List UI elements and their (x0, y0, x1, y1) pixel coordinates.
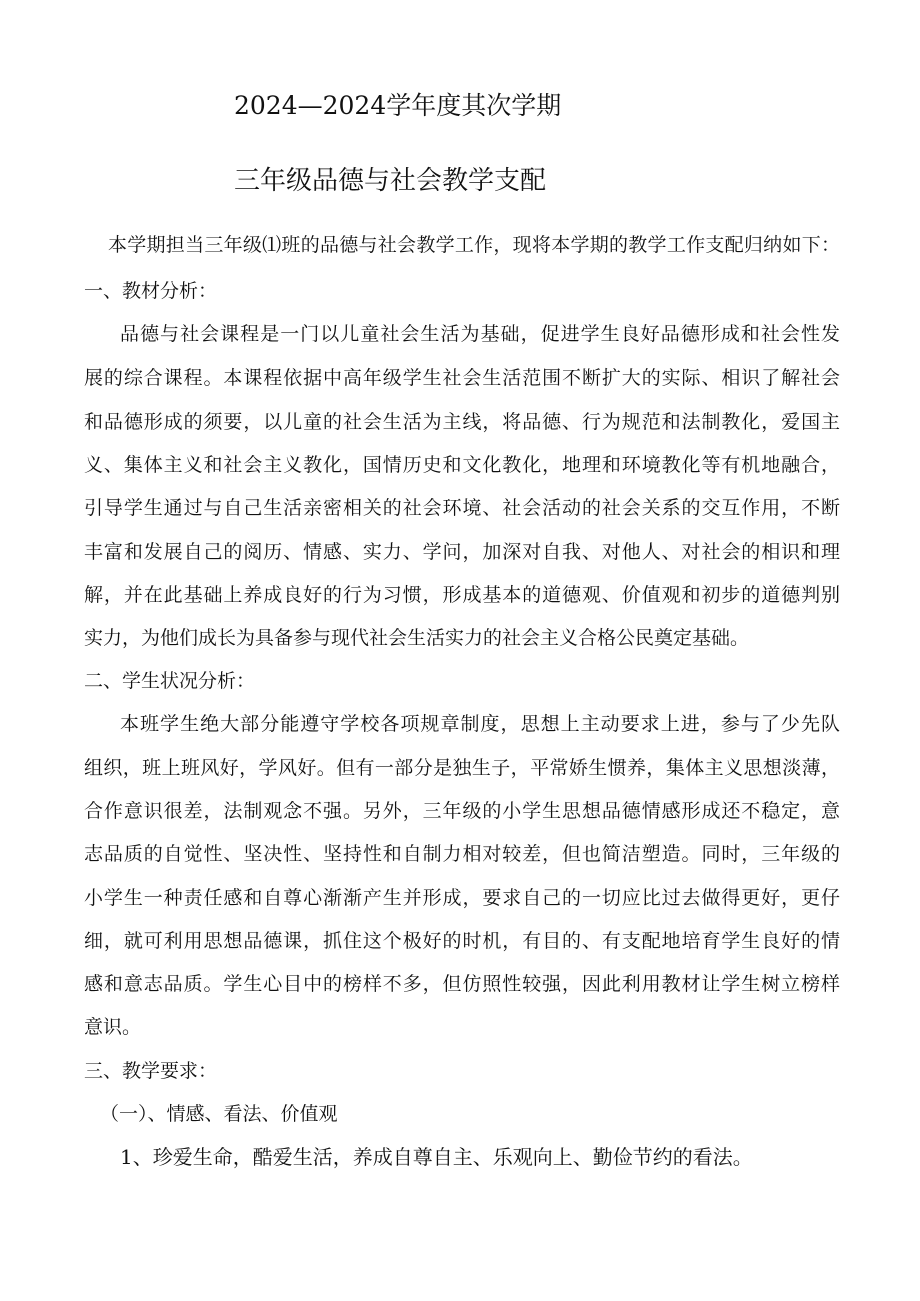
intro-paragraph: 本学期担当三年级⑴班的品德与社会教学工作，现将本学期的教学工作支配归纳如下： (108, 234, 840, 256)
paragraph-line: 义、集体主义和社会主义教化，国情历史和文化教化，地理和环境教化等有机地融合， (84, 454, 840, 476)
paragraph-line: 实力，为他们成长为具备参与现代社会生活实力的社会主义合格公民奠定基础。 (84, 627, 750, 649)
paragraph-line: 丰富和发展自己的阅历、情感、实力、学问，加深对自我、对他人、对社会的相识和理 (84, 541, 840, 563)
document-title-line2: 三年级品德与社会教学支配 (234, 166, 547, 196)
document-title-line1: 2024—2024学年度其次学期 (234, 91, 562, 120)
section2-heading: 二、学生状况分析： (84, 670, 256, 692)
paragraph-line: 小学生一种责任感和自尊心渐渐产生并形成，要求自己的一切应比过去做得更好，更仔 (84, 887, 840, 909)
paragraph-line: 引导学生通过与自己生活亲密相关的社会环境、社会活动的社会关系的交互作用，不断 (84, 497, 840, 519)
paragraph-line: 和品德形成的须要，以儿童的社会生活为主线，将品德、行为规范和法制教化，爱国主 (84, 411, 840, 433)
section3-item-1: 1、珍爱生命，酷爱生活，养成自尊自主、乐观向上、勤俭节约的看法。 (120, 1145, 753, 1169)
paragraph-line: 品德与社会课程是一门以儿童社会生活为基础，促进学生良好品德形成和社会性发 (120, 323, 840, 345)
paragraph-line: 本班学生绝大部分能遵守学校各项规章制度，思想上主动要求上进，参与了少先队 (120, 713, 840, 735)
paragraph-line: 组织，班上班风好，学风好。但有一部分是独生子，平常娇生惯养，集体主义思想淡薄， (84, 757, 840, 779)
paragraph-line: 意识。 (84, 1016, 142, 1038)
paragraph-line: 解，并在此基础上养成良好的行为习惯，形成基本的道德观、价值观和初步的道德判别 (84, 584, 840, 606)
paragraph-line: 展的综合课程。本课程依据中高年级学生社会生活范围不断扩大的实际、相识了解社会 (84, 367, 840, 389)
paragraph-line: 细，就可利用思想品德课，抓住这个极好的时机，有目的、有支配地培育学生良好的情 (84, 930, 840, 952)
paragraph-line: 志品质的自觉性、坚决性、坚持性和自制力相对较差，但也简洁塑造。同时，三年级的 (84, 843, 840, 865)
paragraph-line: 感和意志品质。学生心目中的榜样不多，但仿照性较强，因此利用教材让学生树立榜样 (84, 973, 840, 995)
section3-subheading: （一）、情感、看法、价值观 (100, 1103, 338, 1125)
paragraph-line: 合作意识很差，法制观念不强。另外，三年级的小学生思想品德情感形成还不稳定，意 (84, 800, 840, 822)
section1-heading: 一、教材分析： (84, 280, 218, 302)
section3-heading: 三、教学要求： (84, 1060, 218, 1082)
